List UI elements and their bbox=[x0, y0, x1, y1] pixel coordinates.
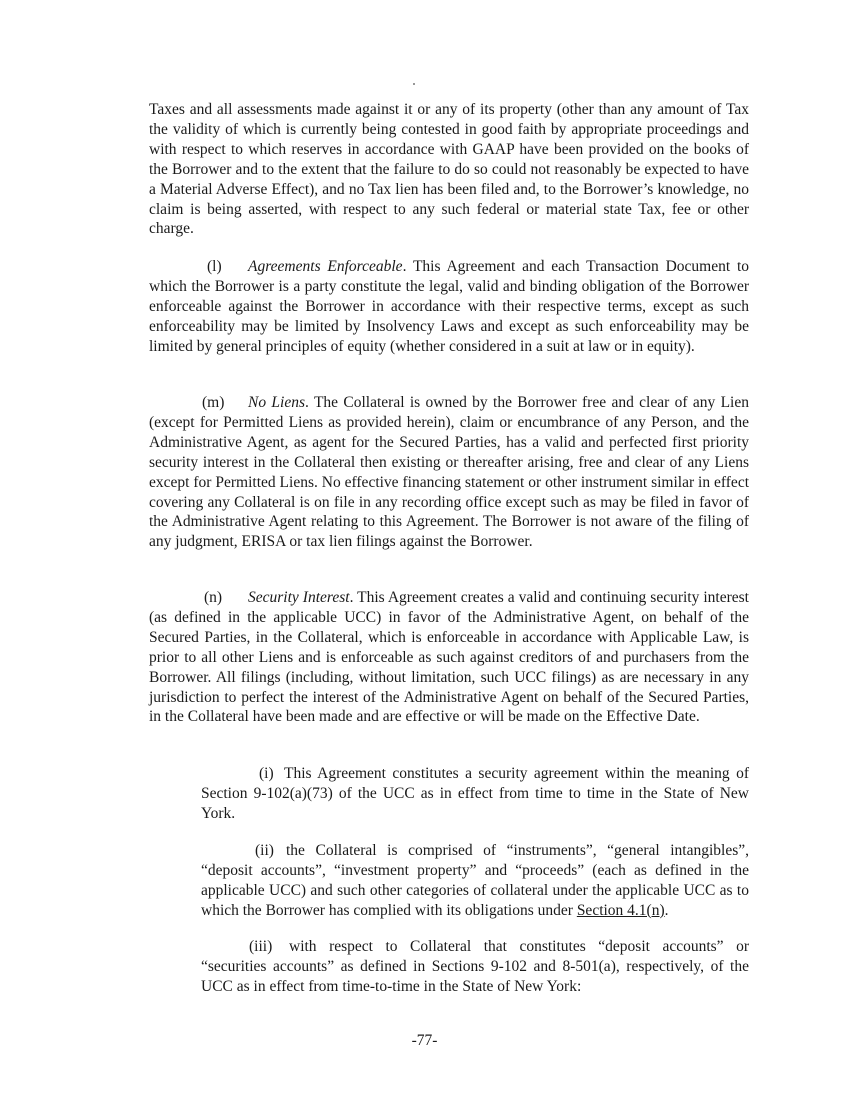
subparagraph-ii-text: the Collateral is comprised of “instruments”, “general intangibles”, “deposit accounts”, “investment property” and “proceeds” (each as defined in the applicable UCC) and such other categories of collateral under the applicable UCC as to which the Borrower has complied with its obligations under bbox=[201, 842, 749, 919]
scan-speck bbox=[413, 83, 415, 85]
paragraph-m-label: (m) bbox=[202, 394, 225, 411]
subparagraph-ii-label: (ii) bbox=[255, 842, 274, 859]
subparagraph-iii bbox=[201, 937, 749, 997]
paragraph-m-text: . The Collateral is owned by the Borrower free and clear of any Lien (except for Permitted Liens as provided herein), claim or encumbrance of any Person, and the Administrative Agent, as agent for the Secured Parties, has a valid and perfected first priority security interest in the Collateral then existing or thereafter arising, free and clear of any Liens except for Permitted Liens. No effective financing statement or other instrument similar in effect covering any Collateral is on file in any recording office except such as may be filed in favor of the Administrative Agent relating to this Agreement. The Borrower is not aware of the filing of any judgment, ERISA or tax lien filings against the Borrower. bbox=[149, 394, 749, 551]
subparagraph-i bbox=[201, 764, 749, 824]
subparagraph-iii-text: with respect to Collateral that constitutes “deposit accounts” or “securities accounts” as defined in Sections 9-102 and 8-501(a), respectively, of the UCC as in effect from time-to-time in the State of New York: bbox=[201, 938, 749, 995]
paragraph-l-text: . This Agreement and each Transaction Document to which the Borrower is a party constitute the legal, valid and binding obligation of the Borrower enforceable against the Borrower in accordance with their respective terms, except as such enforceability may be limited by Insolvency Laws and except as such enforceability may be limited by general principles of equity (whether considered in a suit at law or in equity). bbox=[149, 258, 749, 355]
paragraph-n-heading: Security Interest bbox=[248, 589, 350, 606]
page-number: -77- bbox=[411, 1032, 438, 1049]
paragraph-n-label: (n) bbox=[204, 589, 223, 606]
subparagraph-iii-label: (iii) bbox=[249, 938, 273, 955]
paragraph-l bbox=[149, 257, 749, 357]
paragraph-l-heading: Agreements Enforceable bbox=[248, 258, 403, 275]
paragraph-m-heading: No Liens bbox=[248, 394, 306, 411]
subparagraph-i-label: (i) bbox=[259, 765, 274, 782]
paragraph-n bbox=[149, 588, 749, 727]
subparagraph-i-text: This Agreement constitutes a security agreement within the meaning of Section 9-102(a)(73) of the UCC as in effect from time to time in the State of New York. bbox=[201, 765, 749, 822]
paragraph-m bbox=[149, 393, 749, 552]
paragraph-l-label: (l) bbox=[207, 258, 222, 275]
section-reference-link[interactable]: Section 4.1(n) bbox=[576, 901, 665, 919]
paragraph-n-text: . This Agreement creates a valid and continuing security interest (as defined in the applicable UCC) in favor of the Administrative Agent, on behalf of the Secured Parties, in the Collateral, which is enforceable in accordance with Applicable Law, is prior to all other Liens and is enforceable as such against creditors of and purchasers from the Borrower. All filings (including, without limitation, such UCC filings) as are necessary in any jurisdiction to perfect the interest of the Administrative Agent on behalf of the Secured Parties, in the Collateral have been made and are effective or will be made on the Effective Date. bbox=[149, 589, 749, 726]
paragraph-k-continued: Taxes and all assessments made against it or any of its property (other than any amount of Tax the validity of which is currently being contested in good faith by appropriate proceedings and with respect to which reserves in accordance with GAAP have been provided on the books of the Borrower and to the extent that the failure to do so could not reasonably be expected to have a Material Adverse Effect), and no Tax lien has been filed and, to the Borrower’s knowledge, no claim is being asserted, with respect to any such federal or material state Tax, fee or other charge. bbox=[149, 101, 749, 238]
subparagraph-ii bbox=[201, 841, 749, 921]
subparagraph-ii-end: . bbox=[664, 901, 669, 919]
